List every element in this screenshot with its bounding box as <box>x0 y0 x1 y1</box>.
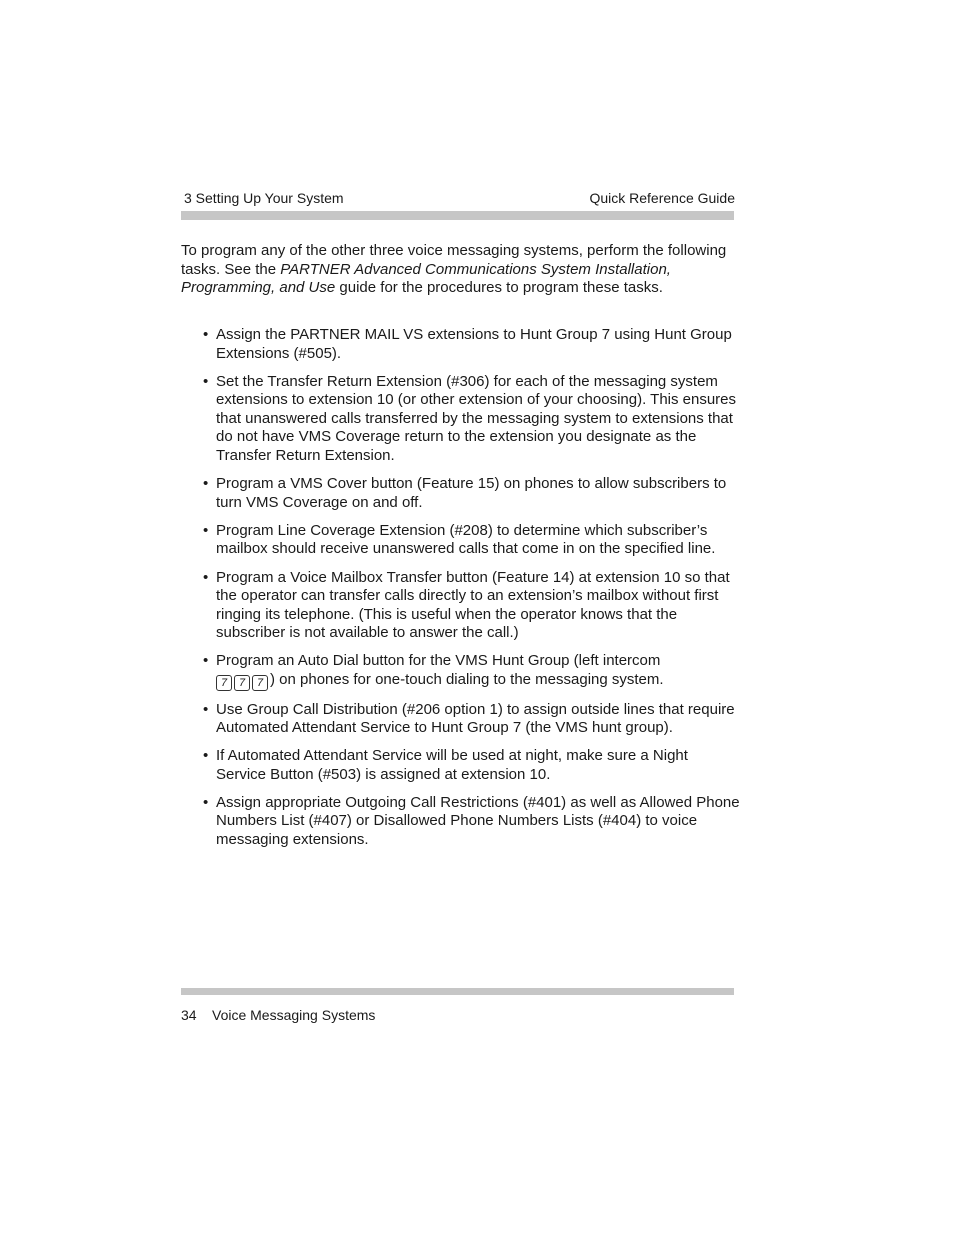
bullet: • <box>203 747 209 765</box>
list-item-text: Program an Auto Dial button for the VMS Hunt Group (left intercom <box>216 652 661 670</box>
list-item-text-end: ) on phones for one-touch dialing to the messaging system. <box>270 671 664 688</box>
list-item-text: Assign appropriate Outgoing Call Restrictions (#401) as well as Allowed Phone Numbers List (#407) or Disallowed Phone Numbers Lists (#404) to voice messaging extensions. <box>216 793 740 849</box>
intro-text-end: guide for the procedures to program these tasks. <box>335 279 663 297</box>
list-item-text: Set the Transfer Return Extension (#306) for each of the messaging system extensions to extension 10 (or other extension of your choosing). This ensures that unanswered calls transferred by the messaging system to extensions that do not have VMS Coverage return to the extension you designate as the Transfer Return Extension. <box>216 372 737 465</box>
list-item <box>181 475 741 512</box>
intro-paragraph <box>181 242 734 298</box>
running-header-chapter: 3 Setting Up Your System <box>184 190 344 206</box>
bullet: • <box>203 326 209 343</box>
bullet: • <box>203 372 209 390</box>
manual-title: PARTNER Advanced Communications System Installation, Programming, and Use <box>181 260 671 297</box>
list-item <box>181 522 741 559</box>
list-item-autodial <box>181 652 741 691</box>
bullet: • <box>203 521 209 539</box>
bullet: • <box>203 652 209 670</box>
list-item-text: Program a VMS Cover button (Feature 15) on phones to allow subscribers to turn VMS Coverage on and off. <box>216 475 727 511</box>
dial-key-7-icon: 7 <box>234 675 250 691</box>
list-item <box>181 373 741 466</box>
list-item <box>181 326 741 363</box>
list-item-text: Program a Voice Mailbox Transfer button (Feature 14) at extension 10 so that the operator can transfer calls directly to an extension’s mailbox without first ringing its telephone. (This is useful when the operator knows that the subscriber is not available to answer the call.) <box>216 568 730 642</box>
list-item-text: Program Line Coverage Extension (#208) to determine which subscriber’s mailbox should receive unanswered calls that come in on the specified line. <box>216 521 716 558</box>
list-item <box>181 701 741 738</box>
dial-key-7-icon: 7 <box>252 675 268 691</box>
footer-rule <box>181 988 734 995</box>
bullet: • <box>203 700 209 718</box>
list-item-text: Assign the PARTNER MAIL VS extensions to Hunt Group 7 using Hunt Group Extensions (#505). <box>216 326 732 362</box>
task-list <box>181 326 741 859</box>
list-item-text: Use Group Call Distribution (#206 option 1) to assign outside lines that require Automated Attendant Service to Hunt Group 7 (the VMS hunt group). <box>216 700 735 737</box>
list-item <box>181 569 741 643</box>
bullet: • <box>203 793 209 811</box>
page-number: 34 <box>181 1007 197 1023</box>
dial-key-7-icon: 7 <box>216 675 232 691</box>
bullet: • <box>203 568 209 586</box>
footer-section-title: Voice Messaging Systems <box>212 1007 376 1023</box>
header-rule <box>181 211 734 220</box>
running-header-guide: Quick Reference Guide <box>589 190 735 206</box>
bullet: • <box>203 475 209 493</box>
list-item <box>181 794 741 850</box>
list-item-text: If Automated Attendant Service will be used at night, make sure a Night Service Button (#503) is assigned at extension 10. <box>216 747 688 783</box>
list-item <box>181 747 741 784</box>
intro-text: To program any of the other three voice messaging systems, perform the following tasks. See the <box>181 242 727 278</box>
